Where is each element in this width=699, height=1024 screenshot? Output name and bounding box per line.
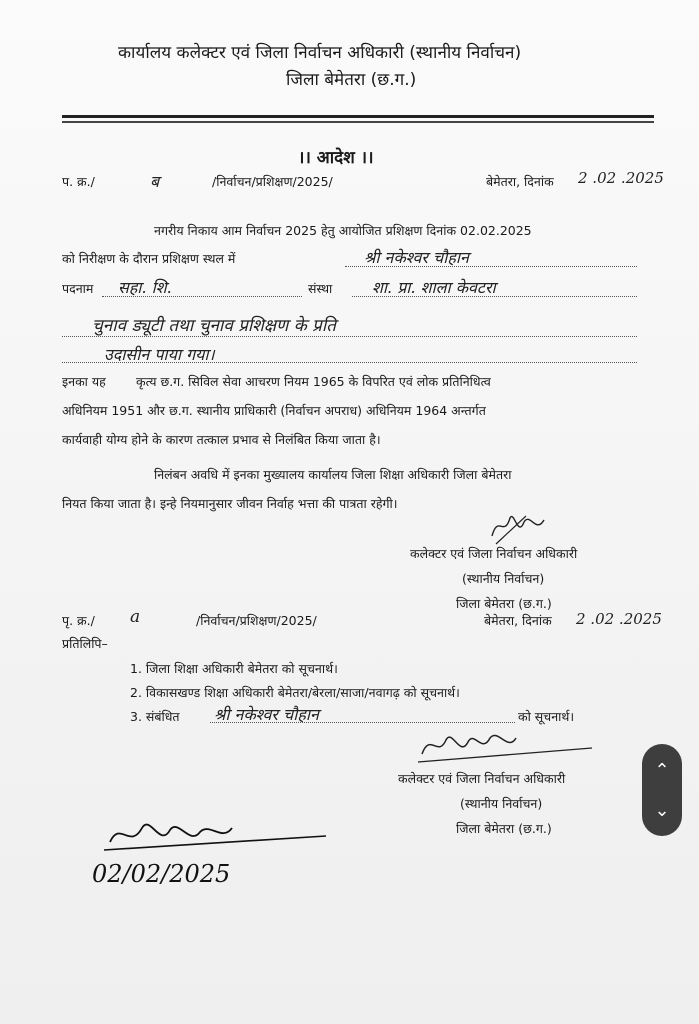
para1-line7: कार्यवाही योग्य होने के कारण तत्काल प्रभाव से निलंबित किया जाता है। [62, 432, 381, 447]
order-date: 2 .02 .2025 [578, 169, 664, 187]
para1-line2: को निरीक्षण के दौरान प्रशिक्षण स्थल में [62, 251, 236, 266]
place-date-label: बेमेतरा, दिनांक [486, 174, 554, 189]
office-header-line1: कार्यालय कलेक्टर एवं जिला निर्वाचन अधिकारी (स्थानीय निर्वाचन) [118, 43, 522, 63]
para1-line5: कृत्य छ.ग. सिविल सेवा आचरण नियम 1965 के विपरित एवं लोक प्रतिनिधित्व [136, 374, 491, 389]
sig1-line1: कलेक्टर एवं जिला निर्वाचन अधिकारी [410, 546, 578, 561]
sig2-line1: कलेक्टर एवं जिला निर्वाचन अधिकारी [398, 771, 566, 786]
para1-line1: नगरीय निकाय आम निर्वाचन 2025 हेतु आयोजित प्रशिक्षण दिनांक 02.02.2025 [154, 223, 532, 238]
copy-label: प्रतिलिपि– [62, 636, 108, 651]
viewer-scroll-control [642, 744, 682, 836]
copy-item-1: 1. जिला शिक्षा अधिकारी बेमेतरा को सूचनार्थ। [130, 661, 338, 676]
ref-number: ब [150, 172, 160, 191]
scroll-up-button[interactable]: ⌃ [654, 759, 670, 781]
endorse-ref-number: a [130, 607, 141, 627]
header-rule-thick [62, 115, 654, 118]
employee-name: श्री नकेश्वर चौहान [364, 248, 469, 267]
institution-value: शा. प्रा. शाला केवटरा [372, 278, 496, 297]
copy-item-3-suffix: को सूचनार्थ। [518, 709, 575, 724]
endorse-place-date-label: बेमेतरा, दिनांक [484, 613, 552, 628]
endorse-date: 2 .02 .2025 [576, 610, 662, 628]
header-rule-thin [62, 121, 654, 123]
receipt-signature-mark [100, 806, 330, 862]
para2-line1: निलंबन अवधि में इनका मुख्यालय कार्यालय जिला शिक्षा अधिकारी जिला बेमेतरा [154, 467, 512, 482]
copy-item-3-name: श्री नकेश्वर चौहान [214, 705, 319, 724]
signature-mark-1 [486, 508, 556, 546]
order-title: ।। आदेश ।। [298, 148, 374, 168]
receipt-date: 02/02/2025 [92, 860, 231, 888]
copy-item-2: 2. विकासखण्ड शिक्षा अधिकारी बेमेतरा/बेरला/साजा/नवागढ़ को सूचनार्थ। [130, 685, 460, 700]
reason-line2: उदासीन पाया गया। [104, 345, 215, 364]
office-header-line2: जिला बेमेतरा (छ.ग.) [286, 70, 417, 90]
para2-line2: नियत किया जाता है। इन्हे नियमानुसार जीवन निर्वाह भत्ता की पात्रता रहेगी। [62, 496, 398, 511]
reason-line1: चुनाव ड्यूटी तथा चुनाव प्रशिक्षण के प्रति [92, 316, 336, 336]
ref-prefix: प. क्र./ [62, 174, 95, 189]
designation-value: सहा. शि. [118, 278, 172, 297]
sig2-line2: (स्थानीय निर्वाचन) [460, 796, 543, 811]
signature-mark-2 [416, 724, 596, 768]
scroll-down-button[interactable]: ⌄ [654, 799, 670, 821]
para1-line5-prefix: इनका यह [62, 374, 106, 389]
designation-label: पदनाम [62, 281, 94, 296]
copy-item-3-prefix: 3. संबंधित [130, 709, 180, 724]
sig2-line3: जिला बेमेतरा (छ.ग.) [456, 821, 552, 836]
ref-suffix: /निर्वाचन/प्रशिक्षण/2025/ [212, 174, 333, 189]
fill-line-reason1 [62, 336, 637, 337]
para1-line6: अधिनियम 1951 और छ.ग. स्थानीय प्राधिकारी (निर्वाचन अपराध) अधिनियम 1964 अन्तर्गत [62, 403, 486, 418]
endorse-ref-suffix: /निर्वाचन/प्रशिक्षण/2025/ [196, 613, 317, 628]
sig1-line3: जिला बेमेतरा (छ.ग.) [456, 596, 552, 611]
endorse-ref-prefix: पृ. क्र./ [62, 613, 95, 628]
institution-label: संस्था [308, 281, 333, 296]
sig1-line2: (स्थानीय निर्वाचन) [462, 571, 545, 586]
